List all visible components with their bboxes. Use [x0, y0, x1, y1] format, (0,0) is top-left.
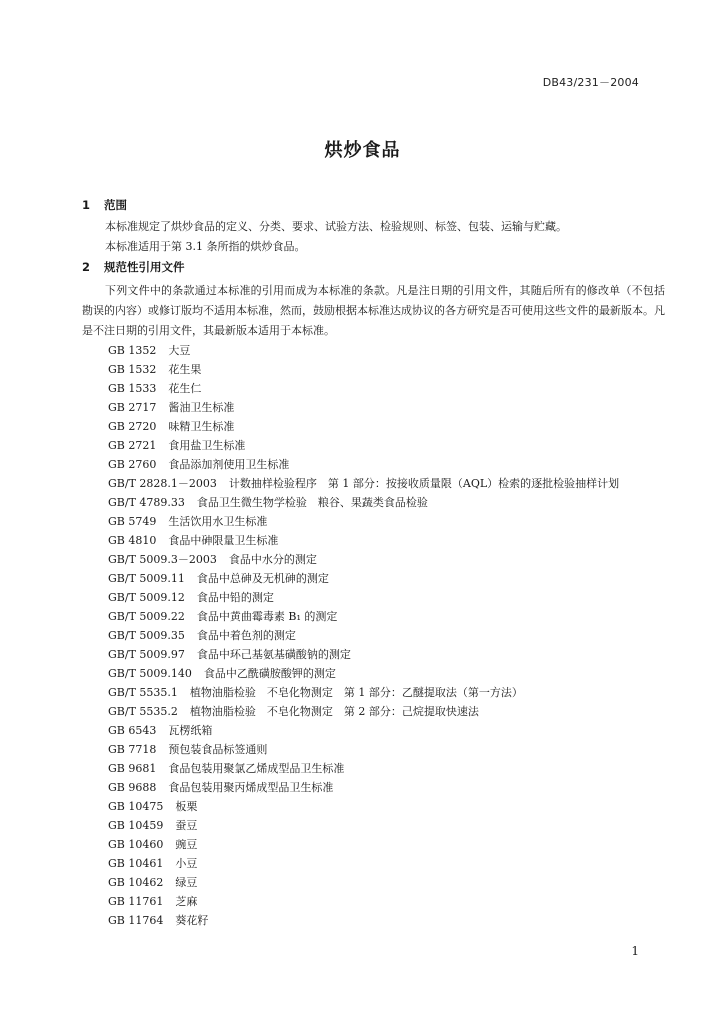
reference-code: GB 4810 — [108, 534, 157, 547]
reference-title: 小豆 — [175, 857, 198, 870]
section-number: 2 — [82, 260, 91, 274]
reference-list — [0, 341, 725, 930]
reference-title: 食品中乙酰磺胺酸钾的测定 — [203, 667, 336, 680]
reference-item — [0, 398, 725, 417]
reference-title: 芝麻 — [175, 895, 198, 908]
reference-title: 预包装食品标签通则 — [168, 743, 268, 756]
reference-item — [0, 740, 725, 759]
reference-title: 食品中砷限量卫生标准 — [168, 534, 279, 547]
paragraph: 本标准规定了烘炒食品的定义、分类、要求、试验方法、检验规则、标签、包装、运输与贮藏。 — [105, 220, 567, 233]
reference-code: GB 9688 — [108, 781, 157, 794]
reference-item — [0, 645, 725, 664]
reference-code: GB/T 5009.11 — [108, 572, 185, 585]
reference-item — [0, 683, 725, 702]
section-title: 范围 — [104, 198, 127, 212]
reference-title: 食品中铅的测定 — [196, 591, 274, 604]
reference-code: GB 10459 — [108, 819, 164, 832]
reference-title: 植物油脂检验 不皂化物测定 第 2 部分：己烷提取快速法 — [189, 705, 479, 718]
reference-code: GB 1352 — [108, 344, 157, 357]
reference-item — [0, 550, 725, 569]
reference-code: GB/T 4789.33 — [108, 496, 185, 509]
reference-code: GB/T 5009.97 — [108, 648, 185, 661]
reference-title: 大豆 — [168, 344, 191, 357]
reference-item — [0, 417, 725, 436]
reference-item — [0, 854, 725, 873]
reference-code: GB 1533 — [108, 382, 157, 395]
reference-title: 计数抽样检验程序 第 1 部分：按接收质量限（AQL）检索的逐批检验抽样计划 — [228, 477, 620, 490]
reference-code: GB 2721 — [108, 439, 157, 452]
reference-item — [0, 531, 725, 550]
document-body — [0, 195, 725, 930]
reference-item — [0, 588, 725, 607]
section-heading-normative-references — [0, 257, 725, 277]
reference-title: 食用盐卫生标准 — [168, 439, 246, 452]
paragraph: 本标准适用于第 3.1 条所指的烘炒食品。 — [105, 240, 306, 253]
reference-item — [0, 607, 725, 626]
reference-code: GB 10462 — [108, 876, 164, 889]
reference-item — [0, 702, 725, 721]
reference-title: 豌豆 — [175, 838, 198, 851]
reference-title: 酱油卫生标准 — [168, 401, 235, 414]
reference-title: 蚕豆 — [175, 819, 198, 832]
reference-code: GB 1532 — [108, 363, 157, 376]
document-code: DB43/231－2004 — [542, 76, 639, 89]
section-title: 规范性引用文件 — [104, 260, 185, 274]
reference-code: GB 5749 — [108, 515, 157, 528]
reference-code: GB 10475 — [108, 800, 164, 813]
reference-title: 食品中着色剂的测定 — [196, 629, 296, 642]
reference-item — [0, 664, 725, 683]
reference-code: GB 9681 — [108, 762, 157, 775]
reference-code: GB 7718 — [108, 743, 157, 756]
section-heading-scope — [0, 195, 725, 215]
reference-title: 食品卫生微生物学检验 粮谷、果蔬类食品检验 — [196, 496, 428, 509]
reference-code: GB 11764 — [108, 914, 164, 927]
reference-item — [0, 379, 725, 398]
reference-code: GB/T 5009.140 — [108, 667, 192, 680]
reference-title: 食品添加剂使用卫生标准 — [168, 458, 290, 471]
reference-item — [0, 797, 725, 816]
reference-code: GB/T 5009.3－2003 — [108, 553, 217, 566]
reference-title: 植物油脂检验 不皂化物测定 第 1 部分：乙醚提取法（第一方法） — [189, 686, 523, 699]
reference-item — [0, 816, 725, 835]
reference-item — [0, 626, 725, 645]
reference-code: GB/T 5009.35 — [108, 629, 185, 642]
reference-title: 生活饮用水卫生标准 — [168, 515, 268, 528]
reference-item — [0, 892, 725, 911]
reference-item — [0, 436, 725, 455]
reference-item — [0, 455, 725, 474]
reference-item — [0, 721, 725, 740]
section-number: 1 — [82, 198, 91, 212]
reference-code: GB 11761 — [108, 895, 164, 908]
reference-item — [0, 778, 725, 797]
reference-title: 味精卫生标准 — [168, 420, 235, 433]
reference-item — [0, 569, 725, 588]
reference-title: 葵花籽 — [175, 914, 209, 927]
reference-item — [0, 835, 725, 854]
page-number: 1 — [631, 944, 639, 958]
reference-item — [0, 512, 725, 531]
reference-title: 食品中水分的测定 — [228, 553, 317, 566]
reference-title: 花生果 — [168, 363, 202, 376]
reference-code: GB 10461 — [108, 857, 164, 870]
reference-title: 绿豆 — [175, 876, 198, 889]
reference-code: GB 6543 — [108, 724, 157, 737]
reference-item — [0, 341, 725, 360]
reference-title: 食品包装用聚氯乙烯成型品卫生标准 — [168, 762, 345, 775]
reference-item — [0, 474, 725, 493]
reference-code: GB/T 5535.2 — [108, 705, 178, 718]
reference-title: 食品中总砷及无机砷的测定 — [196, 572, 329, 585]
reference-item — [0, 493, 725, 512]
reference-code: GB 2720 — [108, 420, 157, 433]
reference-title: 板栗 — [175, 800, 198, 813]
reference-code: GB 10460 — [108, 838, 164, 851]
reference-item — [0, 360, 725, 379]
reference-item — [0, 873, 725, 892]
reference-title: 食品中黄曲霉毒素 B₁ 的测定 — [196, 610, 338, 623]
reference-title: 食品包装用聚丙烯成型品卫生标准 — [168, 781, 334, 794]
reference-code: GB/T 5009.22 — [108, 610, 185, 623]
reference-item — [0, 911, 725, 930]
reference-code: GB/T 5535.1 — [108, 686, 178, 699]
reference-code: GB/T 2828.1－2003 — [108, 477, 217, 490]
page-title: 烘炒食品 — [324, 140, 401, 161]
reference-code: GB 2717 — [108, 401, 157, 414]
reference-code: GB 2760 — [108, 458, 157, 471]
reference-title: 花生仁 — [168, 382, 202, 395]
reference-title: 瓦楞纸箱 — [168, 724, 213, 737]
reference-item — [0, 759, 725, 778]
paragraph: 下列文件中的条款通过本标准的引用而成为本标准的条款。凡是注日期的引用文件，其随后所有的修改单（不包括勘误的内容）或修订版均不适用本标准，然而，鼓励根据本标准达成协议的各方研究是否可使用这些文件的最新版本。凡是不注日期的引用文件，其最新版本适用于本标准。 — [82, 284, 665, 337]
reference-code: GB/T 5009.12 — [108, 591, 185, 604]
reference-title: 食品中环己基氨基磺酸钠的测定 — [196, 648, 351, 661]
